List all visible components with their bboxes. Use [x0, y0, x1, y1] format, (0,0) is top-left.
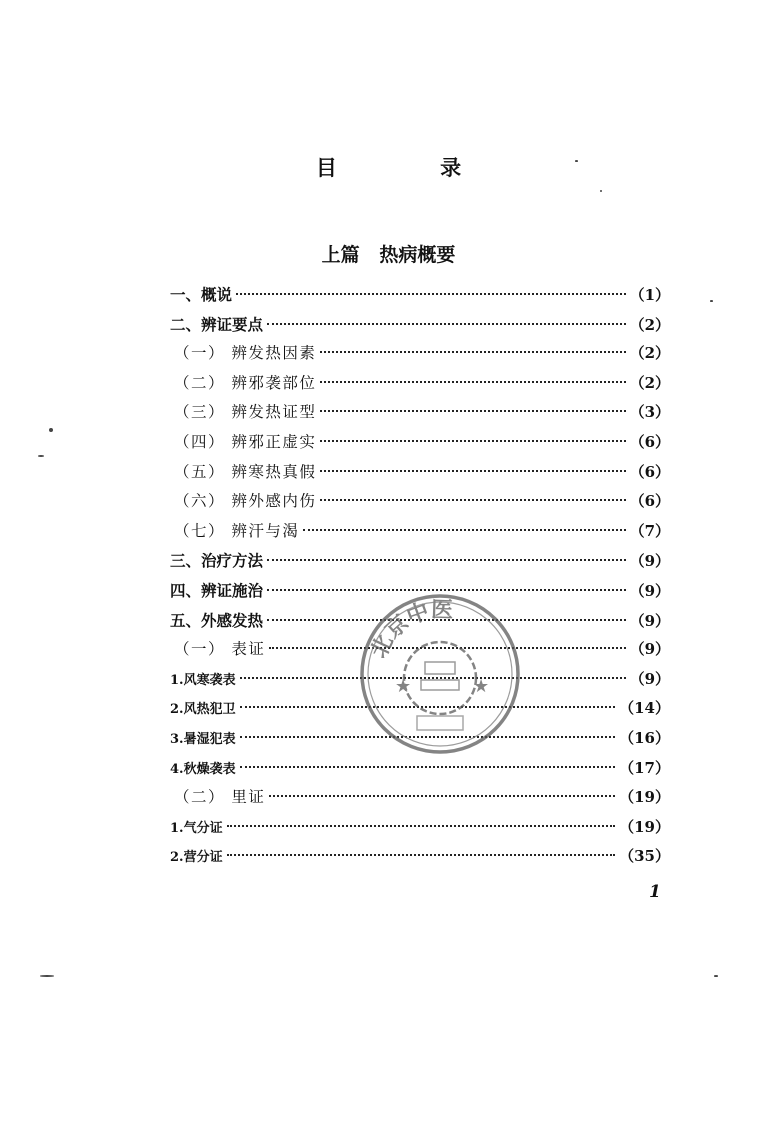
dot-leader — [269, 795, 615, 797]
dot-leader — [240, 677, 626, 679]
toc-entry-label: （四） 辨邪正虚实 — [174, 432, 317, 451]
toc-entry-page: （1） — [629, 286, 670, 304]
dot-leader — [320, 499, 625, 501]
toc-entry-page: （3） — [629, 403, 670, 422]
toc-entry[interactable] — [170, 487, 670, 517]
toc-entry-label: （二） 辨邪袭部位 — [174, 373, 317, 392]
toc-entry-label: （一） 辨发热因素 — [174, 344, 317, 363]
toc-entry-label: 3.暑湿犯表 — [170, 731, 236, 747]
dot-leader — [320, 351, 625, 353]
dot-leader — [240, 706, 616, 708]
toc-entry[interactable] — [170, 339, 670, 369]
toc-entry[interactable] — [170, 754, 670, 784]
dot-leader — [227, 825, 616, 827]
toc-entry[interactable] — [170, 813, 670, 843]
toc-entry-page: （6） — [629, 462, 670, 481]
toc-entry-page: （2） — [629, 373, 670, 392]
toc-entry-label: 4.秋燥袭表 — [170, 761, 236, 777]
toc-entry[interactable] — [170, 606, 670, 636]
scan-speck — [40, 975, 54, 977]
toc-entry-label: （一） 表证 — [174, 640, 266, 659]
dot-leader — [320, 410, 625, 412]
page-number: 1 — [649, 882, 661, 902]
toc-entry-page: （6） — [629, 432, 670, 451]
scan-speck — [575, 160, 578, 162]
scan-speck — [714, 975, 718, 977]
toc-entry-page: （9） — [629, 669, 670, 688]
toc-entry[interactable] — [170, 369, 670, 399]
toc-entry-page: （35） — [619, 847, 670, 866]
toc-entry[interactable] — [170, 458, 670, 488]
dot-leader — [320, 381, 625, 383]
toc-entry[interactable] — [170, 576, 670, 606]
toc-entry-label: 五、外感发热 — [170, 610, 264, 630]
toc-entry-page: （14） — [619, 699, 670, 718]
toc-entry[interactable] — [170, 310, 670, 340]
toc-entry-page: （6） — [629, 492, 670, 511]
toc-entry[interactable] — [170, 398, 670, 428]
toc-entry-page: （7） — [629, 521, 670, 540]
table-of-contents — [170, 280, 670, 872]
toc-entry-page: （17） — [619, 758, 670, 777]
stamp-text: 北京中医 — [365, 596, 454, 663]
toc-entry-label: （六） 辨外感内伤 — [174, 492, 317, 511]
toc-entry[interactable] — [170, 517, 670, 547]
toc-entry-page: （2） — [629, 344, 670, 363]
toc-entry-label: 1.气分证 — [170, 820, 223, 836]
toc-entry-label: 1.风寒袭表 — [170, 672, 236, 688]
toc-entry-label: 二、辨证要点 — [170, 314, 264, 334]
dot-leader — [320, 470, 625, 472]
stamp-star-right: ★ — [473, 676, 490, 697]
toc-entry-label: （二） 里证 — [174, 788, 266, 807]
toc-entry-label: 2.营分证 — [170, 850, 223, 866]
toc-entry-label: （三） 辨发热证型 — [174, 403, 317, 422]
part-title: 上篇 热病概要 — [321, 244, 456, 266]
toc-entry-page: （9） — [629, 581, 670, 600]
dot-leader — [320, 440, 625, 442]
toc-entry-label: 2.风热犯卫 — [170, 702, 236, 718]
dot-leader — [267, 619, 626, 621]
dot-leader — [267, 589, 626, 591]
toc-entry[interactable] — [170, 428, 670, 458]
toc-entry-page: （9） — [629, 640, 670, 659]
toc-entry[interactable] — [170, 280, 670, 310]
dot-leader — [269, 647, 625, 649]
toc-entry-label: 一、概说 — [170, 285, 233, 304]
dot-leader — [236, 293, 626, 295]
dot-leader — [240, 766, 616, 768]
scan-speck — [710, 300, 713, 302]
dot-leader — [267, 559, 626, 561]
dot-leader — [240, 736, 616, 738]
toc-entry[interactable] — [170, 546, 670, 576]
toc-entry-label: （五） 辨寒热真假 — [174, 462, 317, 481]
toc-entry-page: （19） — [619, 817, 670, 836]
toc-entry-page: （16） — [619, 728, 670, 747]
toc-entry-label: 三、治疗方法 — [170, 551, 264, 571]
scan-speck — [38, 455, 44, 457]
toc-entry[interactable] — [170, 635, 670, 665]
toc-entry-page: （9） — [629, 611, 670, 630]
toc-entry[interactable] — [170, 783, 670, 813]
toc-entry[interactable] — [170, 665, 670, 695]
toc-entry[interactable] — [170, 694, 670, 724]
toc-entry[interactable] — [170, 842, 670, 872]
scan-speck — [600, 190, 602, 192]
dot-leader — [303, 529, 625, 531]
toc-entry[interactable] — [170, 724, 670, 754]
dot-leader — [267, 323, 626, 325]
dot-leader — [227, 854, 616, 856]
page-title: 目 录 — [315, 156, 510, 180]
toc-entry-label: 四、辨证施治 — [170, 580, 264, 600]
toc-entry-page: （19） — [619, 788, 670, 807]
toc-entry-label: （七） 辨汗与渴 — [174, 521, 300, 540]
stamp-star-left: ★ — [395, 676, 412, 697]
scan-speck — [49, 428, 53, 432]
toc-entry-page: （9） — [629, 552, 670, 571]
toc-entry-page: （2） — [629, 315, 670, 334]
